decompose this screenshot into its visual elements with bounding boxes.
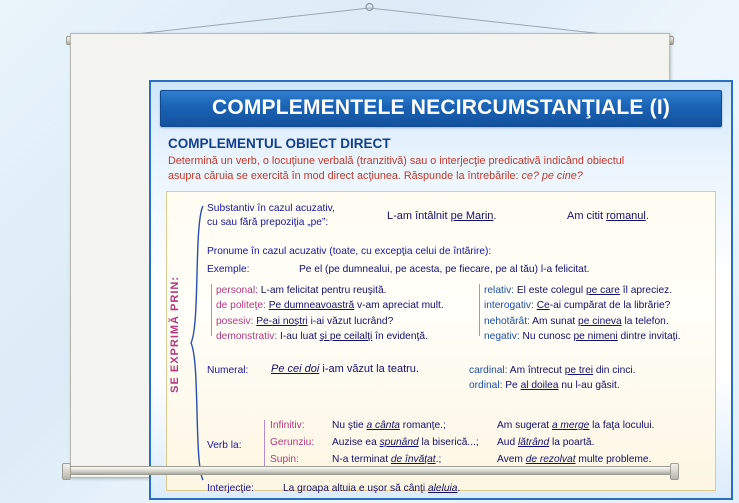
numeral-text-b: din cinci. (593, 365, 636, 377)
verb-left-u: a cânta (366, 420, 400, 432)
pronume-right-list (484, 283, 734, 344)
pronume-text-u: Pe-ai noştri (256, 315, 308, 327)
substantiv-label-line1: Substantiv în cazul acuzativ, (207, 203, 335, 215)
pronume-text-u: pe cineva (578, 315, 622, 327)
substantiv-ex2-underlined: romanul (606, 210, 646, 223)
pronume-text-u: pe nimeni (573, 331, 618, 343)
verb-left-u: spunând (379, 436, 419, 448)
pronume-text-u: Pe dumneavoastră (268, 300, 355, 312)
verb-right-u: a merge (551, 420, 590, 432)
pronume-text-a: L-am felicitat pentru reuşită. (260, 285, 387, 297)
pronume-kind: personal: (216, 285, 258, 297)
verb-right-b: multe probleme. (575, 453, 652, 465)
poster-rail-cap-left (62, 463, 71, 480)
pronume-right-divider (479, 284, 480, 336)
list-item (484, 314, 734, 329)
list-item (469, 378, 636, 393)
pronume-kind: posesiv: (216, 315, 254, 327)
definition-text (168, 154, 714, 183)
numeral-text-b: nu l-au găsit. (558, 380, 620, 392)
list-item (497, 435, 654, 452)
substantiv-ex1-pre: L-am întâlnit (387, 210, 451, 223)
verb-left-a: N-a terminat (332, 453, 391, 465)
numeral-text-a: Pe (505, 380, 521, 392)
verb-right-b: la faţa locului. (589, 420, 655, 432)
verb-list-right (497, 418, 654, 468)
pronume-header: Pronume în cazul acuzativ (toate, cu excepţia celui de întărire): (207, 246, 492, 258)
list-item (484, 298, 734, 313)
expression-rows (207, 198, 709, 495)
section-subtitle: COMPLEMENTUL OBIECT DIRECT (168, 136, 391, 151)
substantiv-label-line2: cu sau fără prepoziţia „pe”: (207, 216, 329, 228)
substantiv-example-1 (387, 210, 496, 222)
definition-line-1: Determină un verb, o locuţiune verbală (tranzitivă) sau o interjecţie predicativă indicând obiectul (168, 155, 625, 167)
substantiv-ex2-post: . (645, 210, 649, 223)
numeral-kind: ordinal: (469, 380, 503, 392)
interjectie-label: Interjecţie: (207, 483, 254, 495)
pronume-text-u: şi pe ceilalţi (319, 331, 373, 343)
numeral-label: Numeral: (207, 365, 249, 377)
pronume-exemple-text: Pe el (pe dumnealui, pe acesta, pe fiecare, pe al tău) l-a felicitat. (299, 264, 590, 276)
pronume-left-divider (211, 284, 212, 336)
verb-kind: Gerunziu: (270, 436, 315, 448)
verb-label: Verb la: (207, 440, 242, 452)
numeral-text-u: al doilea (520, 380, 559, 392)
verb-left-b: la biserică...; (418, 436, 479, 448)
numeral-example (271, 363, 419, 375)
verb-divider (264, 420, 265, 472)
definition-questions: ce? pe cine? (521, 169, 583, 182)
pronume-kind: relativ: (484, 285, 515, 297)
verb-left-a: Auzise ea (332, 436, 380, 448)
list-item (484, 283, 734, 298)
pronume-left-list (216, 283, 466, 344)
pronume-kind: negativ: (484, 331, 520, 343)
pronume-text-u: Ce (536, 300, 550, 312)
list-item (216, 298, 466, 313)
pronume-text-b: dintre invitaţi. (617, 331, 681, 343)
verb-kind: Infinitiv: (270, 420, 305, 432)
pronume-text-u: pe care (585, 285, 620, 297)
pronume-text-a: El este colegul (516, 285, 586, 297)
pronume-text-b: v-am apreciat mult. (354, 300, 444, 312)
numeral-text-a: Am întrecut (509, 365, 565, 377)
pronume-text-b: îl apreciez. (619, 285, 673, 297)
verb-list (270, 418, 479, 468)
verb-right-a: Aud (497, 436, 518, 448)
curly-brace-icon (189, 204, 205, 482)
pronume-text-a: I-au luat (280, 331, 320, 343)
list-item (216, 314, 466, 329)
interjectie-text-b: . (457, 483, 461, 495)
verb-right-u: lătrând (517, 436, 550, 448)
numeral-right-list (469, 363, 636, 394)
verb-left-b: romanţe.; (399, 420, 446, 432)
poster-board (149, 80, 733, 500)
substantiv-example-2 (567, 210, 649, 222)
pronume-text-b: în evidenţă. (372, 331, 428, 343)
pronume-text-b: -ai cumpărat de la librărie? (549, 300, 671, 312)
poster-title-bar (160, 90, 722, 127)
pronume-text-a: Nu cunosc (522, 331, 574, 343)
verb-kind: Supin: (270, 453, 299, 465)
pronume-exemple-label: Exemple: (207, 264, 250, 276)
verb-left-a: Nu ştie (332, 420, 367, 432)
list-item (497, 418, 654, 435)
substantiv-ex2-pre: Am citit (567, 210, 607, 223)
pronume-kind: interogativ: (484, 300, 534, 312)
pronume-text-b: i-ai văzut lucrând? (307, 315, 394, 327)
content-panel (166, 191, 716, 495)
verb-left-b: .; (435, 453, 442, 465)
substantiv-label (207, 202, 382, 230)
pronume-text-b: la telefon. (621, 315, 669, 327)
list-item (270, 435, 479, 452)
list-item (469, 363, 636, 378)
list-item (216, 283, 466, 298)
pronume-kind: demonstrativ: (216, 331, 278, 343)
substantiv-ex1-post: . (493, 210, 497, 223)
substantiv-ex1-underlined: pe Marin (450, 210, 494, 223)
numeral-text-u: pe trei (564, 365, 594, 377)
poster-bottom-rail (66, 466, 674, 475)
list-item (484, 329, 734, 344)
numeral-kind: cardinal: (469, 365, 508, 377)
pronume-kind: nehotărât: (484, 315, 530, 327)
poster-rail-cap-right (670, 463, 679, 480)
poster-frame (70, 33, 681, 495)
pronume-text-a: Am sunat (532, 315, 579, 327)
definition-line-2a: asupra căruia se exercită în mod direct acţiunea. Răspunde la întrebările: (168, 169, 522, 182)
numeral-example-rest: i-am văzut la teatru. (319, 363, 419, 376)
verb-right-u: de rezolvat (525, 453, 576, 465)
verb-right-a: Avem (497, 453, 526, 465)
interjectie-example (283, 483, 460, 494)
list-item (270, 418, 479, 435)
page-title: COMPLEMENTELE NECIRCUMSTANŢIALE (I) (211, 96, 671, 119)
pronume-kind: de politeţe: (216, 300, 266, 312)
interjectie-text-u: aleluia (427, 483, 458, 495)
verb-right-a: Am sugerat (497, 420, 552, 432)
list-item (216, 329, 466, 344)
interjectie-text-a: La groapa altuia e uşor să cânţi (283, 483, 428, 495)
numeral-example-underlined: Pe cei doi (271, 363, 320, 376)
se-exprima-prin-label: SE EXPRIMĂ PRIN: (169, 276, 181, 393)
verb-right-b: la poartă. (549, 436, 595, 448)
verb-left-u: de învăţat (390, 453, 436, 465)
